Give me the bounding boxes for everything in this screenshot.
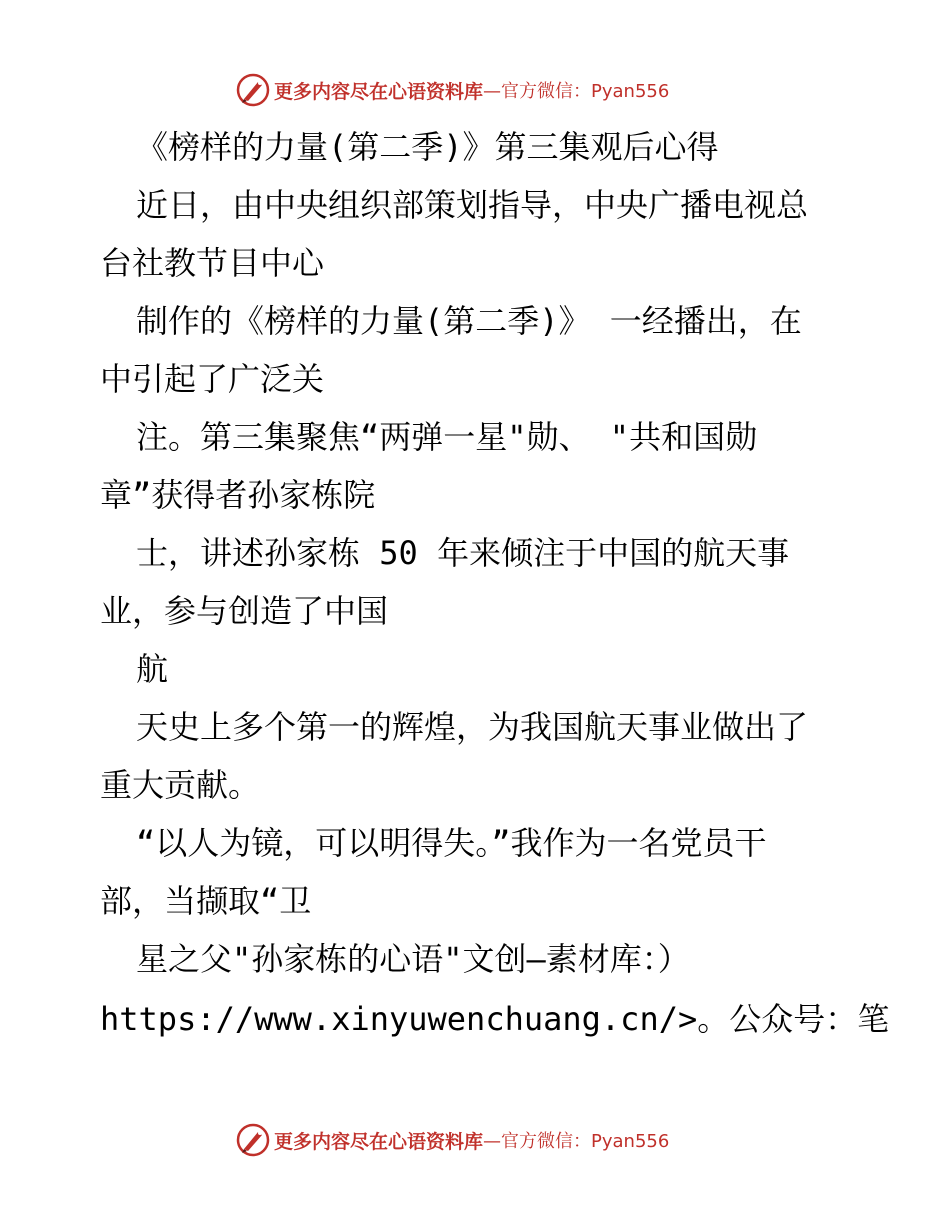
text-line: 士，讲述孙家栋 50 年来倾注于中国的航天事 xyxy=(136,534,790,572)
pen-logo-icon xyxy=(236,1123,270,1157)
text-line: 航 xyxy=(136,650,169,688)
text-line: 注。第三集聚焦“两弹一星"勋、 "共和国勋 xyxy=(136,418,758,456)
text-line: 制作的《榜样的力量(第二季)》 一经播出，在 xyxy=(136,302,802,340)
text-line-url: https://www.xinyuwenchuang.cn/>。公众号：笔 xyxy=(100,1000,890,1038)
text-line: 台社教节目中心 xyxy=(100,244,325,282)
banner-lead-text: 更多内容尽在心语资料库 xyxy=(274,80,484,103)
pen-logo-icon xyxy=(236,73,270,107)
text-line: 重大贡献。 xyxy=(100,766,261,804)
document-title: 《榜样的力量(第二季)》第三集观后心得 xyxy=(136,128,719,166)
header-banner xyxy=(236,72,669,108)
banner-contact-text: —官方微信：Pyan556 xyxy=(483,1131,670,1152)
text-line: 部，当撷取“卫 xyxy=(100,882,312,920)
text-line: 天史上多个第一的辉煌，为我国航天事业做出了 xyxy=(136,708,809,746)
footer-banner xyxy=(236,1122,669,1158)
text-line: 近日，由中央组织部策划指导，中央广播电视总 xyxy=(136,186,809,224)
text-line: 中引起了广泛关 xyxy=(100,360,325,398)
text-line: 业，参与创造了中国 xyxy=(100,592,389,630)
text-line: 星之父"孙家栋的心语"文创—素材库：） xyxy=(136,940,690,978)
banner-lead-text: 更多内容尽在心语资料库 xyxy=(274,1130,484,1153)
banner-contact-text: —官方微信：Pyan556 xyxy=(483,81,670,102)
text-line: 章”获得者孙家栋院 xyxy=(100,476,376,514)
text-line: “以人为镜，可以明得失。”我作为一名党员干 xyxy=(136,824,767,862)
